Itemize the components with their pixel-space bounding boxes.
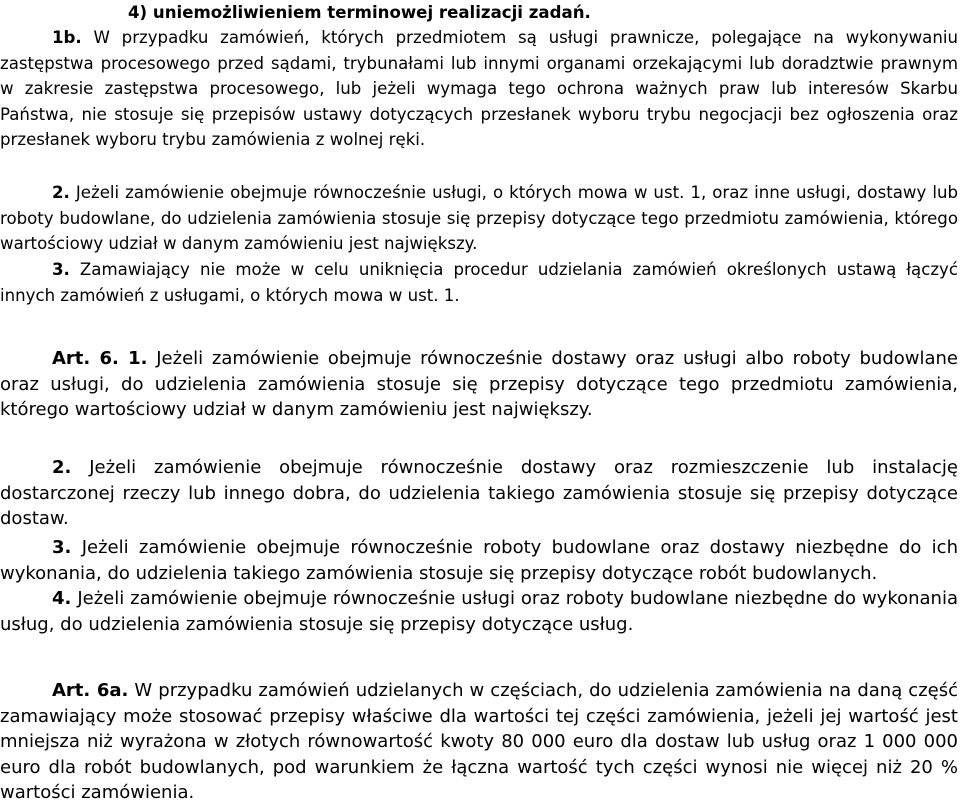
article-6a-paragraph: [0, 678, 958, 806]
paragraph-2: [0, 180, 958, 257]
paragraph-text: Jeżeli zamówienie obejmuje równocześnie dostawy oraz usługi albo roboty budowlane oraz usługi, do udzielenia zamówienia stosuje się przepisy dotyczące tego przedmiotu zamówienia, którego wartościowy udział w danym zamówieniu jest największy.: [0, 348, 958, 420]
paragraph-label: 3.: [52, 537, 72, 558]
paragraph-label: 1b.: [52, 28, 82, 47]
paragraph-text: Jeżeli zamówienie obejmuje równocześnie roboty budowlane oraz dostawy niezbędne do ich wykonania, do udzielenia takiego zamówienia stosuje się przepisy dotyczące robót budowlanych.: [0, 537, 958, 584]
heading-item-4: [0, 0, 958, 26]
article-6-paragraph-3: [0, 535, 958, 586]
paragraph-text: W przypadku zamówień, których przedmiotem są usługi prawnicze, polegające na wykonywaniu zastępstwa procesowego przed sądami, trybunałami lub innymi organami orzekającymi lub doradztwie prawnym w zakresie zastępstwa procesowego, lub jeżeli wymaga tego ochrona ważnych praw lub interesów Skarbu Państwa, nie stosuje się przepisów ustawy dotyczących przesłanek wyboru trybu negocjacji bez ogłoszenia oraz przesłanek wyboru trybu zamówienia z wolnej ręki.: [0, 28, 958, 149]
paragraph-text: Jeżeli zamówienie obejmuje równocześnie usługi oraz roboty budowlane niezbędne do wykonania usług, do udzielenia zamówienia stosuje się przepisy dotyczące usług.: [0, 588, 958, 635]
paragraph-text: W przypadku zamówień udzielanych w częściach, do udzielenia zamówienia na daną część zamawiający może stosować przepisy właściwe dla wartości tej części zamówienia, jeżeli jej wartość jest mniejsza niż wyrażona w złotych równowartość kwoty 80 000 euro dla dostaw lub usług oraz 1 000 000 euro dla robót budowlanych, pod warunkiem że łączna wartość tych części wynosi nie więcej niż 20 % wartości zamówienia.: [0, 680, 958, 803]
article-6-paragraph-2: [0, 455, 958, 532]
paragraph-label: 4.: [52, 588, 72, 609]
paragraph-3: [0, 257, 958, 308]
heading-text: 4) uniemożliwieniem terminowej realizacji zadań.: [128, 3, 591, 22]
article-label: Art. 6. 1.: [52, 348, 148, 369]
paragraph-label: 3.: [52, 260, 70, 279]
paragraph-text: Zamawiający nie może w celu uniknięcia procedur udzielania zamówień określonych ustawą łączyć innych zamówień z usługami, o których mowa w ust. 1.: [0, 260, 958, 305]
article-6-paragraph-1: [0, 346, 958, 423]
article-6-paragraph-4: [0, 586, 958, 637]
article-label: Art. 6a.: [52, 680, 129, 701]
paragraph-label: 2.: [52, 457, 72, 478]
paragraph-text: Jeżeli zamówienie obejmuje równocześnie dostawy oraz rozmieszczenie lub instalację dostarczonej rzeczy lub innego dobra, do udzielenia takiego zamówienia stosuje się przepisy dotyczące dostaw.: [0, 457, 958, 529]
paragraph-1b: [0, 25, 958, 153]
paragraph-text: Jeżeli zamówienie obejmuje równocześnie usługi, o których mowa w ust. 1, oraz inne usługi, dostawy lub roboty budowlane, do udzielenia zamówienia stosuje się przepisy dotyczące tego przedmiotu zamówienia, którego wartościowy udział w danym zamówieniu jest największy.: [0, 183, 958, 253]
paragraph-label: 2.: [52, 183, 70, 202]
